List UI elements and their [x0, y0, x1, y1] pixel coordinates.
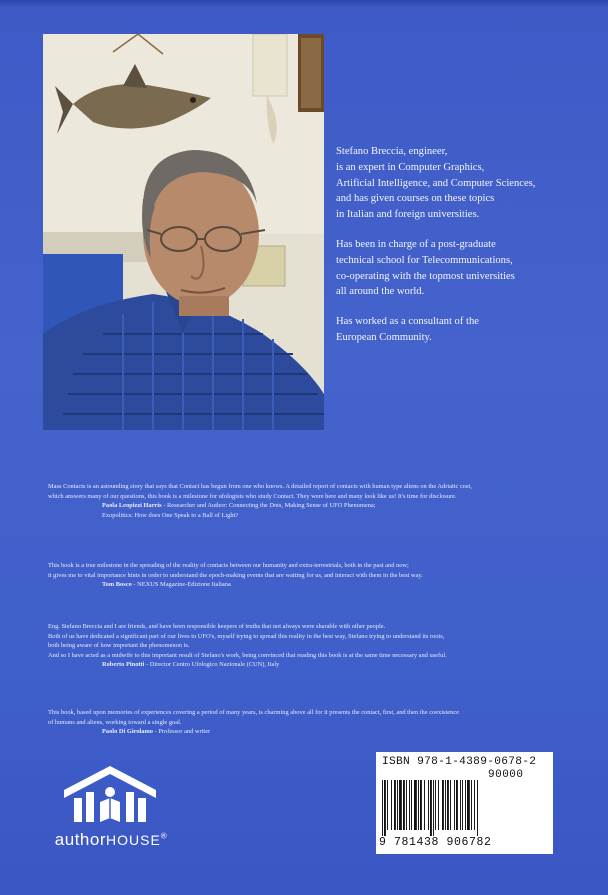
- barcode-bar: [462, 780, 463, 830]
- review-author-role: - Researcher and Author: Connecting the Dots, Making Sense of UFO Phenomena;: [161, 502, 376, 510]
- bio-line: European Community.: [336, 331, 432, 343]
- barcode-bar: [438, 780, 439, 830]
- barcode-bar: [433, 780, 434, 836]
- review-1: [48, 482, 562, 520]
- barcode-bar: [442, 780, 444, 830]
- publisher-logo: [36, 762, 186, 862]
- publisher-name-part1: author: [54, 830, 106, 849]
- review-2: [48, 561, 562, 590]
- review-text: This book is a true milestone in the spreading of the reality of contacts between our humanity and extra-terrestrials, both in the past and now;: [48, 562, 409, 569]
- ean-digits: 9 781438 906782: [379, 836, 492, 849]
- review-text: This book, based upon memories of experiences covering a period of many years, is charming above all for it presents the contact, first, and then the coexistence: [48, 709, 459, 716]
- bio-paragraph: [336, 237, 598, 300]
- barcode-bar: [428, 780, 429, 830]
- bio-line: technical school for Telecommunications,: [336, 254, 513, 266]
- bio-line: co-operating with the topmost universities: [336, 270, 515, 282]
- bio-line: Artificial Intelligence, and Computer Sciences,: [336, 177, 536, 189]
- review-author-role: - Director Centro Ufologico Nazionale (CUN), Italy: [144, 661, 280, 669]
- isbn-barcode: [376, 752, 553, 854]
- bio-line: is an expert in Computer Graphics,: [336, 161, 485, 173]
- barcode-bar: [460, 780, 461, 830]
- barcode-bar: [411, 780, 412, 830]
- review-text: both being aware of how important the phenomenon is.: [48, 642, 190, 650]
- bio-line: and has given courses on these topics: [336, 193, 495, 205]
- barcode-bar: [467, 780, 470, 830]
- review-text: Mass Contacts is an astounding story that says that Contact has begun from one who knows. A detailed report of contacts with human type aliens on the Adriatic cost,: [48, 483, 472, 490]
- barcode-bar: [474, 780, 475, 830]
- review-author-role: - NEXUS Magazine-Edizione Italiana: [131, 581, 231, 589]
- barcode-bar: [414, 780, 417, 830]
- bio-line: Stefano Breccia, engineer,: [336, 146, 448, 157]
- review-author: [48, 660, 562, 670]
- barcode-bar: [435, 780, 436, 830]
- review-author: [48, 727, 562, 737]
- barcode-bar: [387, 780, 388, 830]
- review-author-name: Paola Leopizzi Harris: [102, 502, 162, 510]
- review-text: of humans and aliens, working toward a single goal.: [48, 718, 182, 726]
- house-book-icon: [60, 762, 160, 824]
- review-text: Eng. Stefano Breccia and I are friends, and have been responsible keepers of truths that not always were sharable with other people.: [48, 623, 386, 630]
- review-4: [48, 708, 562, 737]
- cover-top-edge: [0, 0, 608, 8]
- review-text: which answers many of our questions, this book is a milestone for ufologists who study Contact. They were here and many look like us! It's time for disclosure.: [48, 492, 457, 500]
- bio-line: Has worked as a consultant of the: [336, 316, 479, 328]
- review-3: [48, 622, 562, 670]
- barcode-bar: [397, 780, 398, 830]
- review-author-role: - Professor and writer: [153, 728, 211, 736]
- barcode-bars: [382, 780, 547, 836]
- publisher-name-part2: HOUSE: [106, 832, 161, 848]
- barcode-bar: [406, 780, 407, 830]
- barcode-bar: [454, 780, 455, 830]
- bio-line: Has been in charge of a post-graduate: [336, 238, 496, 250]
- barcode-bar: [384, 780, 386, 836]
- barcode-bar: [391, 780, 392, 830]
- review-text: it gives me to vital importance hints in order to understand the epoch-making events that are waiting for us, and interact with them in the best way.: [48, 571, 423, 579]
- bio-paragraph: [336, 144, 598, 223]
- review-author: [48, 501, 562, 511]
- barcode-bar: [456, 780, 458, 830]
- review-text: And so I have acted as a midwife to this important result of Stefano's work, being convinced that reading this book is at the same time necessary and useful.: [48, 651, 447, 659]
- barcode-bar: [447, 780, 449, 830]
- barcode-bar: [420, 780, 422, 830]
- review-author-extra: Exopolitics: How does One Speak to a Ball of Light?: [102, 511, 239, 519]
- price-addon-code: 90000: [488, 769, 524, 781]
- barcode-bar: [445, 780, 446, 830]
- barcode-bar: [450, 780, 451, 830]
- publisher-wordmark: [36, 830, 186, 850]
- bio-line: in Italian and foreign universities.: [336, 209, 480, 221]
- review-author-name: Tom Bosco: [102, 581, 132, 589]
- review-author-name: Roberto Pinotti: [102, 661, 145, 669]
- barcode-bar: [399, 780, 402, 830]
- isbn-number: ISBN 978-1-4389-0678-2: [382, 756, 537, 768]
- barcode-bar: [465, 780, 466, 830]
- barcode-bar: [382, 780, 383, 836]
- barcode-bar: [424, 780, 425, 830]
- barcode-bar: [471, 780, 472, 830]
- review-author-name: Paolo Di Girolamo: [102, 728, 154, 736]
- bio-line: all around the world.: [336, 286, 425, 298]
- barcode-bar: [409, 780, 410, 830]
- barcode-bar: [430, 780, 432, 836]
- author-bio: [336, 144, 598, 360]
- review-text: Both of us have dedicated a significant part of our lives to UFO's, myself trying to spread this reality in the best way, Stefano trying to understand its roots,: [48, 632, 445, 640]
- bio-paragraph: [336, 314, 598, 346]
- barcode-bar: [477, 780, 478, 836]
- barcode-bar: [403, 780, 405, 830]
- registered-mark: ®: [160, 831, 168, 841]
- barcode-bar: [418, 780, 419, 830]
- review-author: [48, 580, 562, 590]
- barcode-bar: [394, 780, 396, 830]
- author-photo: [43, 34, 324, 430]
